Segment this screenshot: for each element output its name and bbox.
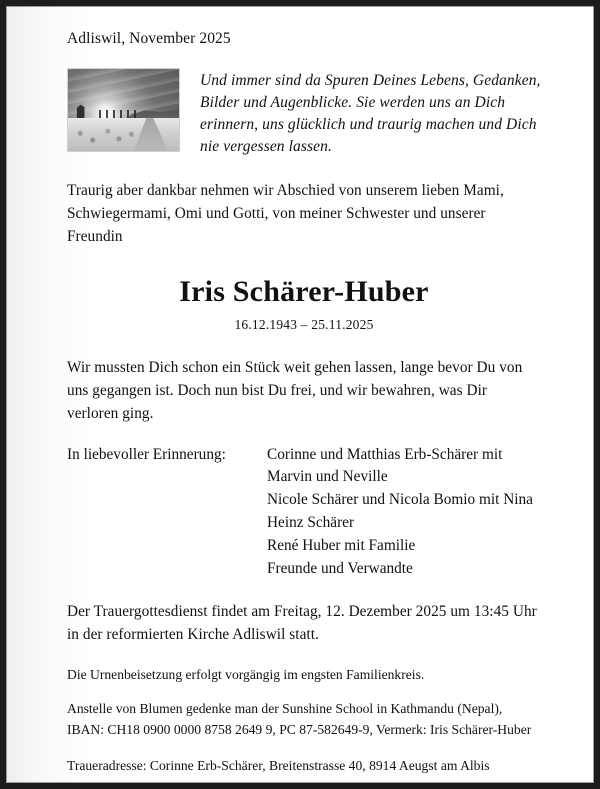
obituary-card bbox=[6, 6, 594, 783]
deceased-name: Iris Schärer-Huber bbox=[179, 274, 429, 308]
survivor-line: Heinz Schärer bbox=[267, 514, 355, 532]
survivor-line: Freunde und Verwandte bbox=[267, 560, 413, 578]
intro-paragraph: Traurig aber dankbar nehmen wir Abschied von unserem lieben Mami, Schwiegermami, Omi und Gotti, von meiner Schwester und unserer Freundin bbox=[67, 181, 504, 245]
survivor-line: Corinne und Matthias Erb-Schärer mit bbox=[267, 445, 503, 463]
survivor-line: René Huber mit Familie bbox=[267, 537, 416, 555]
donation-recipient: Anstelle von Blumen gedenke man der Sunshine School in Kathmandu (Nepal), bbox=[67, 701, 503, 717]
memorial-quote: Und immer sind da Spuren Deines Lebens, Gedanken, Bilder und Augenblicke. Sie werden uns an Dich erinnern, uns glücklich und traurig machen und Dich nie vergessen lassen. bbox=[200, 71, 541, 155]
place-and-date: Adliswil, November 2025 bbox=[67, 30, 231, 47]
burial-details: Die Urnenbeisetzung erfolgt vorgängig im engsten Familienkreis. bbox=[67, 667, 425, 683]
winter-landscape-photo bbox=[67, 68, 180, 152]
survivors-label: In liebevoller Erinnerung: bbox=[67, 445, 226, 463]
photo-stones bbox=[72, 125, 141, 146]
deceased-dates: 16.12.1943 – 25.11.2025 bbox=[234, 316, 374, 332]
memorial-paragraph: Wir mussten Dich schon ein Stück weit gehen lassen, lange bevor Du von uns gegangen ist. Doch nun bist Du frei, und wir bewahren, was Dir verloren ging. bbox=[67, 358, 523, 422]
survivors-list bbox=[267, 444, 541, 582]
service-details: Der Trauergottesdienst findet am Freitag, 12. Dezember 2025 um 13:45 Uhr in der reformierten Kirche Adliswil statt. bbox=[67, 603, 537, 644]
donation-bank-details: IBAN: CH18 0900 0000 8758 2649 9, PC 87-582649-9, Vermerk: Iris Schärer-Huber bbox=[67, 721, 532, 737]
survivors-section bbox=[67, 444, 541, 582]
contact-address: Traueradresse: Corinne Erb-Schärer, Breitenstrasse 40, 8914 Aeugst am Albis bbox=[67, 758, 490, 774]
donation-details bbox=[67, 699, 541, 740]
survivor-line: Nicole Schärer und Nicola Bomio mit Nina bbox=[267, 491, 533, 509]
quote-section bbox=[67, 68, 541, 158]
survivor-line: Marvin und Neville bbox=[267, 468, 388, 486]
obituary-content bbox=[7, 7, 593, 782]
